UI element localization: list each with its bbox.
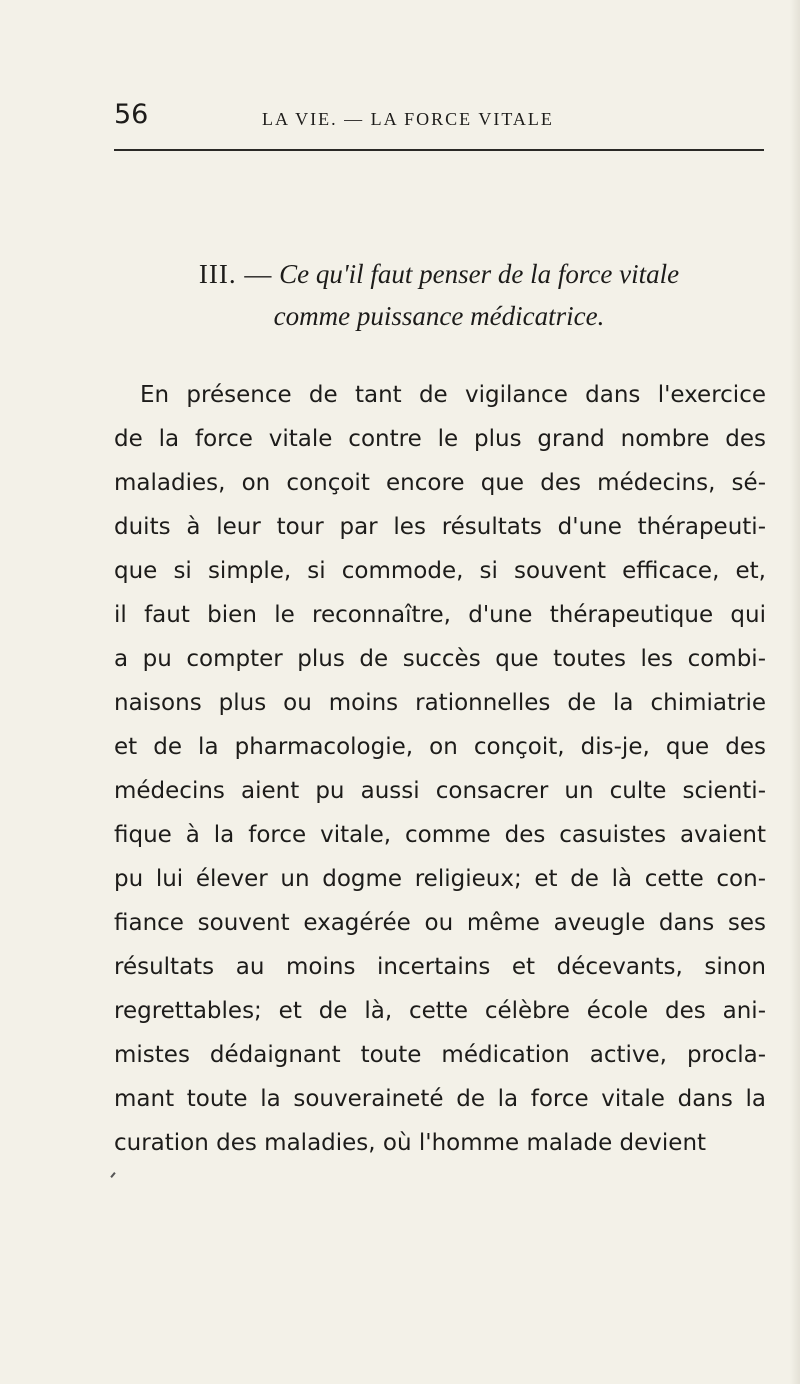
body-line: a pu compter plus de succès que toutes les combi- xyxy=(114,646,766,672)
body-line: maladies, on conçoit encore que des médecins, sé- xyxy=(114,470,766,496)
body-line: curation des maladies, où l'homme malade devient xyxy=(114,1130,707,1156)
page-number: 56 xyxy=(114,99,149,130)
section-heading-line-1 xyxy=(114,256,764,292)
body-line: fiance souvent exagérée ou même aveugle dans ses xyxy=(114,910,766,936)
ink-speck xyxy=(110,1172,115,1178)
body-line: regrettables; et de là, cette célèbre école des ani- xyxy=(114,998,766,1024)
header-rule xyxy=(114,149,764,151)
section-numeral: III. — xyxy=(198,259,273,289)
running-head: LA VIE. — LA FORCE VITALE xyxy=(262,109,554,129)
body-line: mistes dédaignant toute médication active, procla- xyxy=(114,1042,766,1068)
section-title-part-1: Ce qu'il faut penser de la force vitale xyxy=(279,259,680,289)
body-line: de la force vitale contre le plus grand nombre des xyxy=(114,426,766,452)
body-line: En présence de tant de vigilance dans l'exercice xyxy=(140,382,766,408)
body-line: duits à leur tour par les résultats d'une thérapeuti- xyxy=(114,514,766,540)
section-title-part-2: comme puissance médicatrice. xyxy=(273,301,605,331)
body-line: il faut bien le reconnaître, d'une thérapeutique qui xyxy=(114,602,766,628)
body-line: mant toute la souveraineté de la force vitale dans la xyxy=(114,1086,766,1112)
body-line: et de la pharmacologie, on conçoit, dis-je, que des xyxy=(114,734,766,760)
body-line: médecins aient pu aussi consacrer un culte scienti- xyxy=(114,778,766,804)
body-line: fique à la force vitale, comme des casuistes avaient xyxy=(114,822,766,848)
body-line: que si simple, si commode, si souvent efficace, et, xyxy=(114,558,766,584)
body-line: résultats au moins incertains et décevants, sinon xyxy=(114,954,766,980)
body-line: naisons plus ou moins rationnelles de la chimiatrie xyxy=(114,690,766,716)
body-line: pu lui élever un dogme religieux; et de là cette con- xyxy=(114,866,766,892)
page-edge-shadow xyxy=(790,0,800,1384)
